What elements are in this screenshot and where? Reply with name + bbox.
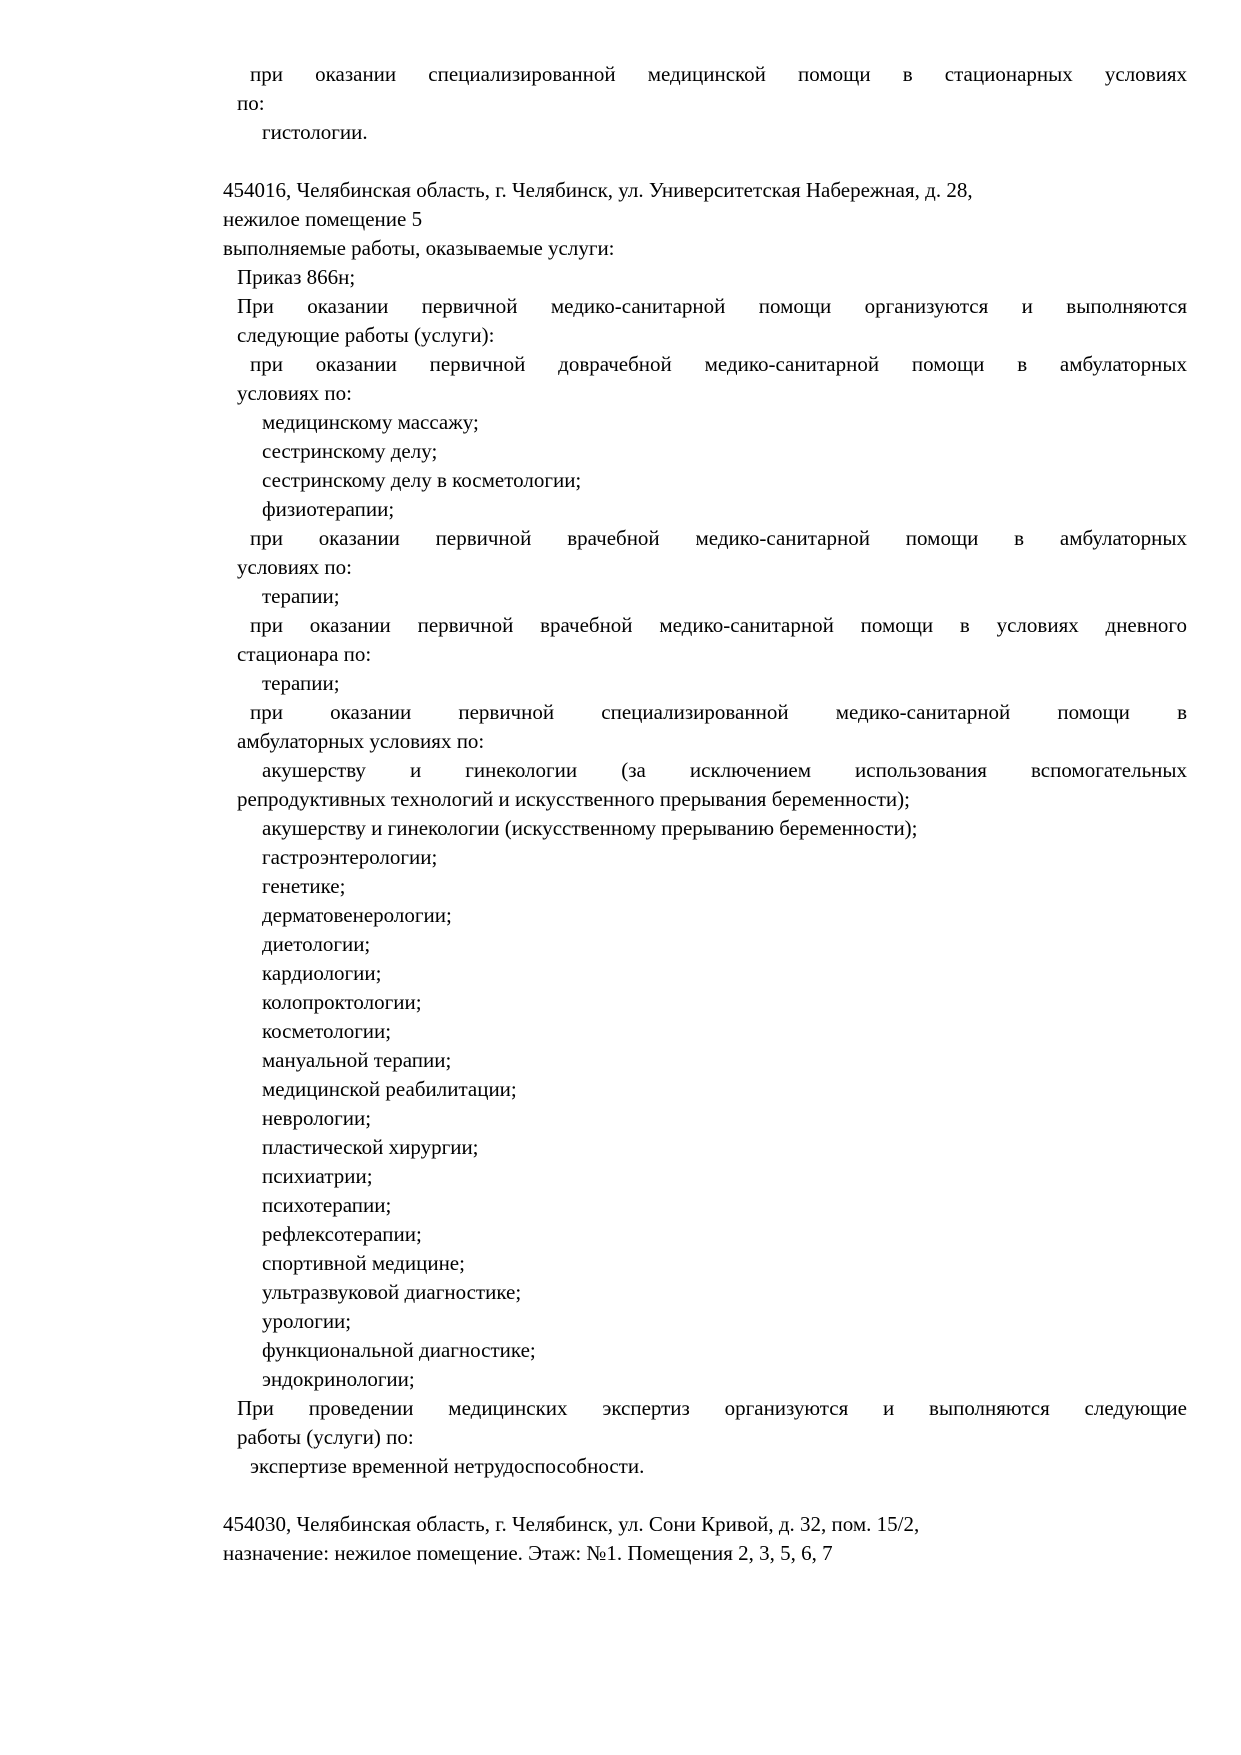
- text-line: амбулаторных условиях по:: [237, 729, 485, 753]
- paragraph: [223, 843, 1187, 872]
- blank-line: [223, 147, 1187, 176]
- paragraph: [223, 901, 1187, 930]
- paragraph: [223, 350, 1187, 408]
- paragraph: [223, 959, 1187, 988]
- paragraph: [223, 1133, 1187, 1162]
- text-line: Приказ 866н;: [237, 265, 356, 289]
- paragraph: [223, 1017, 1187, 1046]
- paragraph: [223, 1510, 1187, 1568]
- text-line: мануальной терапии;: [262, 1048, 452, 1072]
- text-line: спортивной медицине;: [262, 1251, 465, 1275]
- paragraph: [223, 611, 1187, 669]
- paragraph: [223, 930, 1187, 959]
- text-line: урологии;: [262, 1309, 352, 1333]
- text-line: терапии;: [262, 671, 340, 695]
- paragraph: [223, 1220, 1187, 1249]
- text-line: сестринскому делу в косметологии;: [262, 468, 582, 492]
- text-line: диетологии;: [262, 932, 371, 956]
- paragraph: [223, 872, 1187, 901]
- text-line: выполняемые работы, оказываемые услуги:: [223, 236, 615, 260]
- paragraph: [223, 1365, 1187, 1394]
- text-line: стационара по:: [237, 642, 372, 666]
- text-line: гастроэнтерологии;: [262, 845, 438, 869]
- paragraph: [223, 756, 1187, 814]
- paragraph: [223, 582, 1187, 611]
- text-line: при оказании первичной врачебной медико-санитарной помощи в условиях дневного: [250, 613, 1187, 637]
- paragraph: [223, 495, 1187, 524]
- text-line: экспертизе временной нетрудоспособности.: [250, 1454, 645, 1478]
- paragraph: [223, 698, 1187, 756]
- text-line: репродуктивных технологий и искусственного прерывания беременности);: [237, 787, 910, 811]
- text-line: психотерапии;: [262, 1193, 392, 1217]
- text-line: сестринскому делу;: [262, 439, 438, 463]
- text-line: при оказании первичной специализированной медико-санитарной помощи в: [250, 700, 1187, 724]
- text-line: терапии;: [262, 584, 340, 608]
- text-line: при оказании первичной врачебной медико-санитарной помощи в амбулаторных: [250, 526, 1187, 550]
- text-line: эндокринологии;: [262, 1367, 415, 1391]
- paragraph: [223, 263, 1187, 292]
- text-line: колопроктологии;: [262, 990, 422, 1014]
- paragraph: [223, 669, 1187, 698]
- text-line: назначение: нежилое помещение. Этаж: №1. Помещения 2, 3, 5, 6, 7: [223, 1541, 833, 1565]
- text-line: ультразвуковой диагностике;: [262, 1280, 522, 1304]
- paragraph: [223, 988, 1187, 1017]
- paragraph: [223, 292, 1187, 350]
- text-line: рефлексотерапии;: [262, 1222, 422, 1246]
- text-line: косметологии;: [262, 1019, 392, 1043]
- paragraph: [223, 1249, 1187, 1278]
- paragraph: [223, 1075, 1187, 1104]
- text-line: При оказании первичной медико-санитарной помощи организуются и выполняются: [237, 294, 1187, 318]
- text-line: 454016, Челябинская область, г. Челябинск, ул. Университетская Набережная, д. 28,: [223, 178, 973, 202]
- paragraph: [223, 1046, 1187, 1075]
- text-line: физиотерапии;: [262, 497, 395, 521]
- text-line: работы (услуги) по:: [237, 1425, 414, 1449]
- document-page: [223, 60, 1187, 1568]
- text-line: при оказании специализированной медицинской помощи в стационарных условиях: [250, 62, 1187, 86]
- paragraph: [223, 1104, 1187, 1133]
- text-line: гистологии.: [262, 120, 368, 144]
- paragraph: [223, 408, 1187, 437]
- text-line: следующие работы (услуги):: [237, 323, 495, 347]
- paragraph: [223, 1336, 1187, 1365]
- paragraph: [223, 118, 1187, 147]
- paragraph: [223, 524, 1187, 582]
- text-line: психиатрии;: [262, 1164, 373, 1188]
- text-line: функциональной диагностике;: [262, 1338, 536, 1362]
- text-line: При проведении медицинских экспертиз организуются и выполняются следующие: [237, 1396, 1187, 1420]
- text-line: медицинской реабилитации;: [262, 1077, 517, 1101]
- paragraph: [223, 1162, 1187, 1191]
- text-line: акушерству и гинекологии (за исключением использования вспомогательных: [262, 758, 1187, 782]
- paragraph: [223, 176, 1187, 234]
- text-line: акушерству и гинекологии (искусственному прерыванию беременности);: [262, 816, 918, 840]
- paragraph: [223, 60, 1187, 118]
- text-line: условиях по:: [237, 381, 352, 405]
- blank-line: [223, 1481, 1187, 1510]
- text-line: дерматовенерологии;: [262, 903, 452, 927]
- text-line: пластической хирургии;: [262, 1135, 479, 1159]
- paragraph: [223, 1452, 1187, 1481]
- text-line: медицинскому массажу;: [262, 410, 479, 434]
- text-line: при оказании первичной доврачебной медико-санитарной помощи в амбулаторных: [250, 352, 1187, 376]
- text-line: нежилое помещение 5: [223, 207, 423, 231]
- text-line: 454030, Челябинская область, г. Челябинск, ул. Сони Кривой, д. 32, пом. 15/2,: [223, 1512, 920, 1536]
- paragraph: [223, 1394, 1187, 1452]
- paragraph: [223, 1278, 1187, 1307]
- text-line: по:: [237, 91, 265, 115]
- paragraph: [223, 1191, 1187, 1220]
- text-line: кардиологии;: [262, 961, 382, 985]
- text-line: неврологии;: [262, 1106, 372, 1130]
- text-line: условиях по:: [237, 555, 352, 579]
- paragraph: [223, 466, 1187, 495]
- paragraph: [223, 1307, 1187, 1336]
- paragraph: [223, 234, 1187, 263]
- paragraph: [223, 814, 1187, 843]
- text-line: генетике;: [262, 874, 346, 898]
- paragraph: [223, 437, 1187, 466]
